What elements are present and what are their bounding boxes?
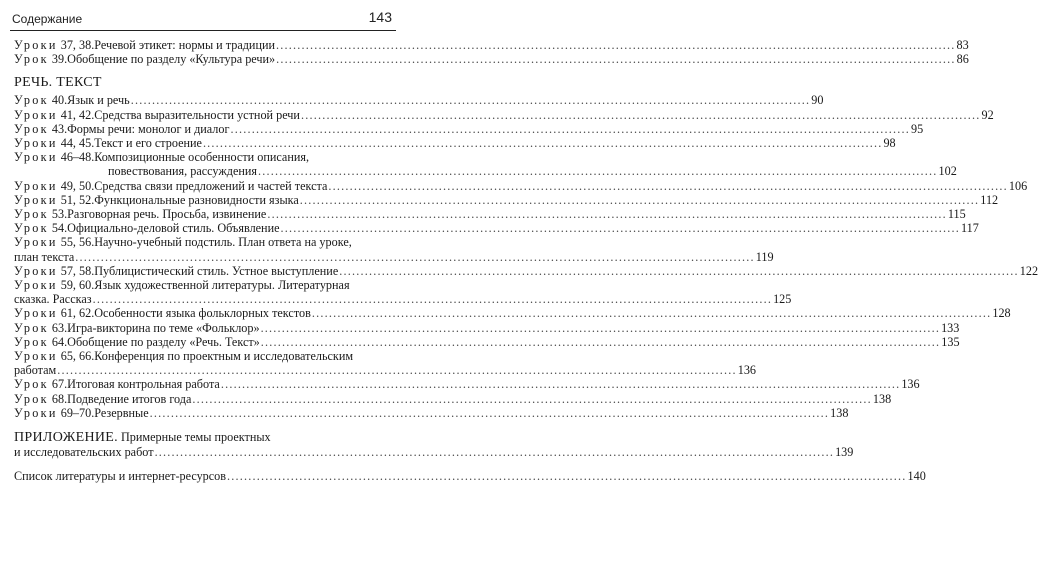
lesson-word: Уроки bbox=[14, 278, 58, 293]
toc-line bbox=[14, 235, 390, 249]
lesson-word: Уроки bbox=[14, 235, 58, 250]
toc-page-number: 117 bbox=[961, 221, 979, 236]
lesson-label bbox=[14, 150, 94, 164]
references-entry bbox=[14, 469, 926, 484]
lesson-word: Уроки bbox=[14, 306, 58, 321]
toc-page-number: 90 bbox=[811, 93, 824, 108]
toc-line bbox=[14, 349, 390, 363]
toc-page-number: 128 bbox=[992, 306, 1011, 321]
lesson-numbers: 68. bbox=[51, 391, 68, 406]
toc-line bbox=[14, 320, 960, 335]
lesson-title: Резервные bbox=[94, 405, 149, 420]
toc-line bbox=[14, 292, 792, 307]
toc-line bbox=[14, 249, 774, 264]
lesson-word: Уроки bbox=[14, 136, 58, 151]
toc-page-number: 98 bbox=[883, 136, 896, 151]
toc-entry bbox=[14, 263, 1038, 278]
toc-page-number: 136 bbox=[737, 363, 757, 378]
lesson-numbers: 37, 38. bbox=[60, 38, 95, 52]
lesson-title: Текст и его строение bbox=[94, 136, 202, 151]
lesson-word: Урок bbox=[14, 334, 49, 349]
toc-page-number: 138 bbox=[830, 405, 849, 420]
lesson-numbers: 57, 58. bbox=[60, 263, 95, 278]
toc-entry bbox=[14, 121, 924, 136]
dot-leader: ................................................................................................................................................................ bbox=[258, 164, 938, 179]
lesson-title: Обобщение по разделу «Культура речи» bbox=[67, 52, 276, 67]
lesson-title: Композиционные особенности описания, bbox=[94, 150, 310, 165]
toc-page-number: 138 bbox=[872, 391, 892, 406]
dot-leader: ................................................................................................................................................................ bbox=[299, 192, 980, 207]
dot-leader: ................................................................................................................................................................ bbox=[260, 334, 941, 349]
toc-line bbox=[14, 207, 966, 222]
appendix-desc-2: и исследовательских работ bbox=[14, 445, 154, 460]
lesson-label bbox=[14, 179, 94, 193]
lesson-word: Уроки bbox=[14, 192, 58, 207]
lesson-label bbox=[14, 52, 67, 66]
lesson-numbers: 53. bbox=[51, 207, 68, 222]
toc-entry bbox=[14, 391, 892, 406]
lesson-label bbox=[14, 306, 94, 320]
toc-entry bbox=[14, 377, 920, 392]
lesson-title: Средства связи предложений и частей текста bbox=[94, 178, 328, 193]
lesson-label bbox=[14, 193, 94, 207]
toc-line bbox=[14, 164, 957, 179]
toc-line bbox=[14, 306, 1011, 321]
lesson-numbers: 64. bbox=[51, 334, 68, 349]
toc-entry bbox=[14, 334, 960, 349]
lesson-label bbox=[14, 235, 94, 249]
dot-leader: ................................................................................................................................................................ bbox=[57, 363, 737, 378]
lesson-word: Урок bbox=[14, 121, 49, 136]
lesson-label bbox=[14, 122, 67, 136]
lesson-numbers: 69–70. bbox=[60, 405, 95, 420]
toc-entry bbox=[14, 38, 969, 52]
lesson-label bbox=[14, 264, 94, 278]
toc-entry bbox=[14, 306, 1011, 321]
lesson-word: Уроки bbox=[14, 263, 58, 278]
toc-line bbox=[14, 178, 1028, 193]
toc-page-number: 133 bbox=[941, 320, 960, 335]
toc-page-number: 139 bbox=[835, 445, 854, 460]
toc-entry bbox=[14, 405, 849, 420]
dot-leader: ................................................................................................................................................................ bbox=[276, 38, 956, 52]
dot-leader: ................................................................................................................................................................ bbox=[311, 306, 992, 321]
lesson-word: Урок bbox=[14, 221, 49, 236]
lesson-title: Функциональные разновидности языка bbox=[94, 192, 299, 207]
dot-leader: ................................................................................................................................................................ bbox=[220, 377, 901, 392]
toc-page-number: 140 bbox=[907, 469, 926, 484]
table-of-contents bbox=[14, 38, 1038, 484]
toc-line bbox=[14, 136, 896, 151]
toc-entry bbox=[14, 320, 960, 335]
lesson-label bbox=[14, 392, 67, 406]
lesson-label bbox=[14, 321, 67, 335]
appendix-desc-1: Примерные темы проектных bbox=[120, 430, 271, 445]
dot-leader: ................................................................................................................................................................ bbox=[230, 121, 910, 136]
dot-leader: ................................................................................................................................................................ bbox=[260, 320, 941, 335]
toc-list-top bbox=[14, 38, 969, 67]
lesson-numbers: 54. bbox=[51, 221, 68, 236]
lesson-word: Урок bbox=[14, 93, 49, 108]
lesson-title: Итоговая контрольная работа bbox=[67, 377, 220, 392]
lesson-label bbox=[14, 278, 94, 292]
appendix-title: ПРИЛОЖЕНИЕ. bbox=[14, 430, 118, 446]
lesson-label bbox=[14, 406, 94, 420]
lesson-numbers: 39. bbox=[51, 52, 68, 67]
toc-line bbox=[14, 107, 994, 122]
lesson-word: Урок bbox=[14, 320, 49, 335]
toc-entry bbox=[14, 207, 966, 222]
lesson-numbers: 67. bbox=[51, 377, 68, 392]
toc-page-number: 112 bbox=[980, 192, 999, 207]
lesson-word: Уроки bbox=[14, 38, 58, 52]
toc-line bbox=[14, 93, 824, 108]
toc-line bbox=[14, 221, 979, 236]
toc-line bbox=[14, 52, 969, 67]
lesson-label bbox=[14, 93, 67, 107]
lesson-label bbox=[14, 136, 94, 150]
lesson-word: Уроки bbox=[14, 405, 58, 420]
toc-entry bbox=[14, 107, 994, 122]
lesson-title: план текста bbox=[14, 249, 75, 264]
toc-entry bbox=[14, 136, 896, 151]
lesson-label bbox=[14, 207, 67, 221]
page-number: 143 bbox=[368, 9, 392, 25]
section-heading: РЕЧЬ. ТЕКСТ bbox=[14, 75, 102, 91]
lesson-title: работам bbox=[14, 363, 57, 378]
toc-page-number: 119 bbox=[755, 249, 774, 264]
toc-entry bbox=[14, 278, 792, 307]
toc-line bbox=[14, 430, 390, 445]
toc-line bbox=[14, 192, 999, 207]
lesson-title: Публицистический стиль. Устное выступление bbox=[94, 263, 339, 278]
lesson-numbers: 59, 60. bbox=[60, 278, 95, 293]
toc-page-number: 125 bbox=[773, 292, 792, 307]
toc-page-number: 86 bbox=[956, 52, 969, 67]
lesson-numbers: 40. bbox=[51, 93, 68, 108]
toc-line bbox=[14, 121, 924, 136]
toc-page-number: 135 bbox=[941, 334, 960, 349]
toc-entry bbox=[14, 349, 757, 378]
lesson-numbers: 65, 66. bbox=[60, 349, 95, 364]
dot-leader: ................................................................................................................................................................ bbox=[192, 391, 872, 406]
lesson-label bbox=[14, 335, 67, 349]
toc-page-number: 83 bbox=[956, 38, 969, 52]
lesson-word: Урок bbox=[14, 207, 49, 222]
lesson-title: Официально-деловой стиль. Объявление bbox=[67, 221, 280, 236]
dot-leader: ................................................................................................................................................................ bbox=[339, 263, 1019, 278]
lesson-numbers: 51, 52. bbox=[60, 192, 95, 207]
lesson-title: Особенности языка фольклорных текстов bbox=[94, 306, 311, 321]
dot-leader: ................................................................................................................................................................ bbox=[149, 405, 830, 420]
lesson-title: Научно-учебный подстиль. План ответа на уроке, bbox=[94, 235, 352, 250]
toc-entry bbox=[14, 52, 969, 67]
lesson-label bbox=[14, 38, 94, 52]
lesson-title: Формы речи: монолог и диалог bbox=[67, 121, 230, 136]
references-title: Список литературы и интернет-ресурсов bbox=[14, 469, 227, 484]
lesson-numbers: 61, 62. bbox=[60, 306, 95, 321]
lesson-numbers: 49, 50. bbox=[60, 178, 95, 193]
toc-page-number: 106 bbox=[1008, 178, 1028, 193]
lesson-word: Урок bbox=[14, 391, 49, 406]
lesson-title: Подведение итогов года bbox=[67, 391, 192, 406]
lesson-title: повествования, рассуждения bbox=[108, 164, 258, 179]
lesson-word: Уроки bbox=[14, 107, 58, 122]
lesson-numbers: 55, 56. bbox=[60, 235, 95, 250]
toc-line bbox=[14, 377, 920, 392]
toc-line bbox=[14, 363, 757, 378]
toc-entry bbox=[14, 178, 1028, 193]
toc-page-number: 92 bbox=[981, 107, 994, 122]
lesson-title: Язык художественной литературы. Литературная bbox=[94, 278, 350, 293]
dot-leader: ................................................................................................................................................................ bbox=[130, 93, 811, 108]
toc-list-main bbox=[14, 93, 1038, 420]
toc-line bbox=[14, 38, 969, 52]
toc-line bbox=[14, 150, 390, 164]
toc-line bbox=[14, 334, 960, 349]
lesson-title: Речевой этикет: нормы и традиции bbox=[94, 38, 276, 52]
toc-entry bbox=[14, 221, 979, 236]
toc-page-number: 115 bbox=[947, 207, 966, 222]
toc-entry bbox=[14, 93, 824, 108]
toc-page-number: 136 bbox=[901, 377, 920, 392]
toc-line bbox=[14, 391, 892, 406]
lesson-label bbox=[14, 377, 67, 391]
dot-leader: ................................................................................................................................................................ bbox=[267, 207, 947, 222]
lesson-word: Урок bbox=[14, 377, 49, 392]
running-header bbox=[10, 6, 396, 31]
dot-leader: ................................................................................................................................................................ bbox=[300, 107, 981, 122]
lesson-title: Язык и речь bbox=[67, 93, 130, 108]
lesson-title: Игра-викторина по теме «Фольклор» bbox=[67, 320, 260, 335]
dot-leader: ................................................................................................................................................................ bbox=[276, 52, 956, 67]
toc-page-number: 102 bbox=[938, 164, 957, 179]
toc-entry bbox=[14, 150, 957, 179]
lesson-title: Обобщение по разделу «Речь. Текст» bbox=[67, 334, 260, 349]
dot-leader: ................................................................................................................................................................ bbox=[154, 445, 835, 460]
lesson-label bbox=[14, 349, 94, 363]
lesson-label bbox=[14, 108, 94, 122]
toc-line bbox=[14, 278, 390, 292]
lesson-title: сказка. Рассказ bbox=[14, 292, 92, 307]
dot-leader: ................................................................................................................................................................ bbox=[280, 221, 961, 236]
lesson-word: Уроки bbox=[14, 178, 58, 193]
toc-page-number: 122 bbox=[1019, 263, 1038, 278]
toc-entry bbox=[14, 235, 774, 264]
lesson-word: Урок bbox=[14, 52, 49, 67]
lesson-numbers: 44, 45. bbox=[60, 136, 95, 151]
dot-leader: ................................................................................................................................................................ bbox=[92, 292, 773, 307]
lesson-numbers: 46–48. bbox=[60, 150, 95, 165]
toc-line bbox=[14, 405, 849, 420]
toc-entry bbox=[14, 192, 999, 207]
dot-leader: ................................................................................................................................................................ bbox=[75, 249, 755, 264]
lesson-word: Уроки bbox=[14, 150, 58, 165]
lesson-word: Уроки bbox=[14, 349, 58, 364]
dot-leader: ................................................................................................................................................................ bbox=[227, 469, 907, 484]
header-title: Содержание bbox=[12, 12, 83, 26]
lesson-numbers: 41, 42. bbox=[60, 107, 95, 122]
lesson-title: Средства выразительности устной речи bbox=[94, 107, 300, 122]
lesson-title: Конференция по проектным и исследовательским bbox=[94, 349, 354, 364]
lesson-label bbox=[14, 221, 67, 235]
lesson-title: Разговорная речь. Просьба, извинение bbox=[67, 207, 267, 222]
toc-line bbox=[14, 445, 854, 460]
appendix-entry bbox=[14, 430, 854, 460]
toc-line bbox=[14, 263, 1038, 278]
dot-leader: ................................................................................................................................................................ bbox=[328, 178, 1008, 193]
lesson-numbers: 43. bbox=[51, 121, 68, 136]
lesson-numbers: 63. bbox=[51, 320, 68, 335]
dot-leader: ................................................................................................................................................................ bbox=[202, 136, 883, 151]
toc-page-number: 95 bbox=[911, 121, 924, 136]
